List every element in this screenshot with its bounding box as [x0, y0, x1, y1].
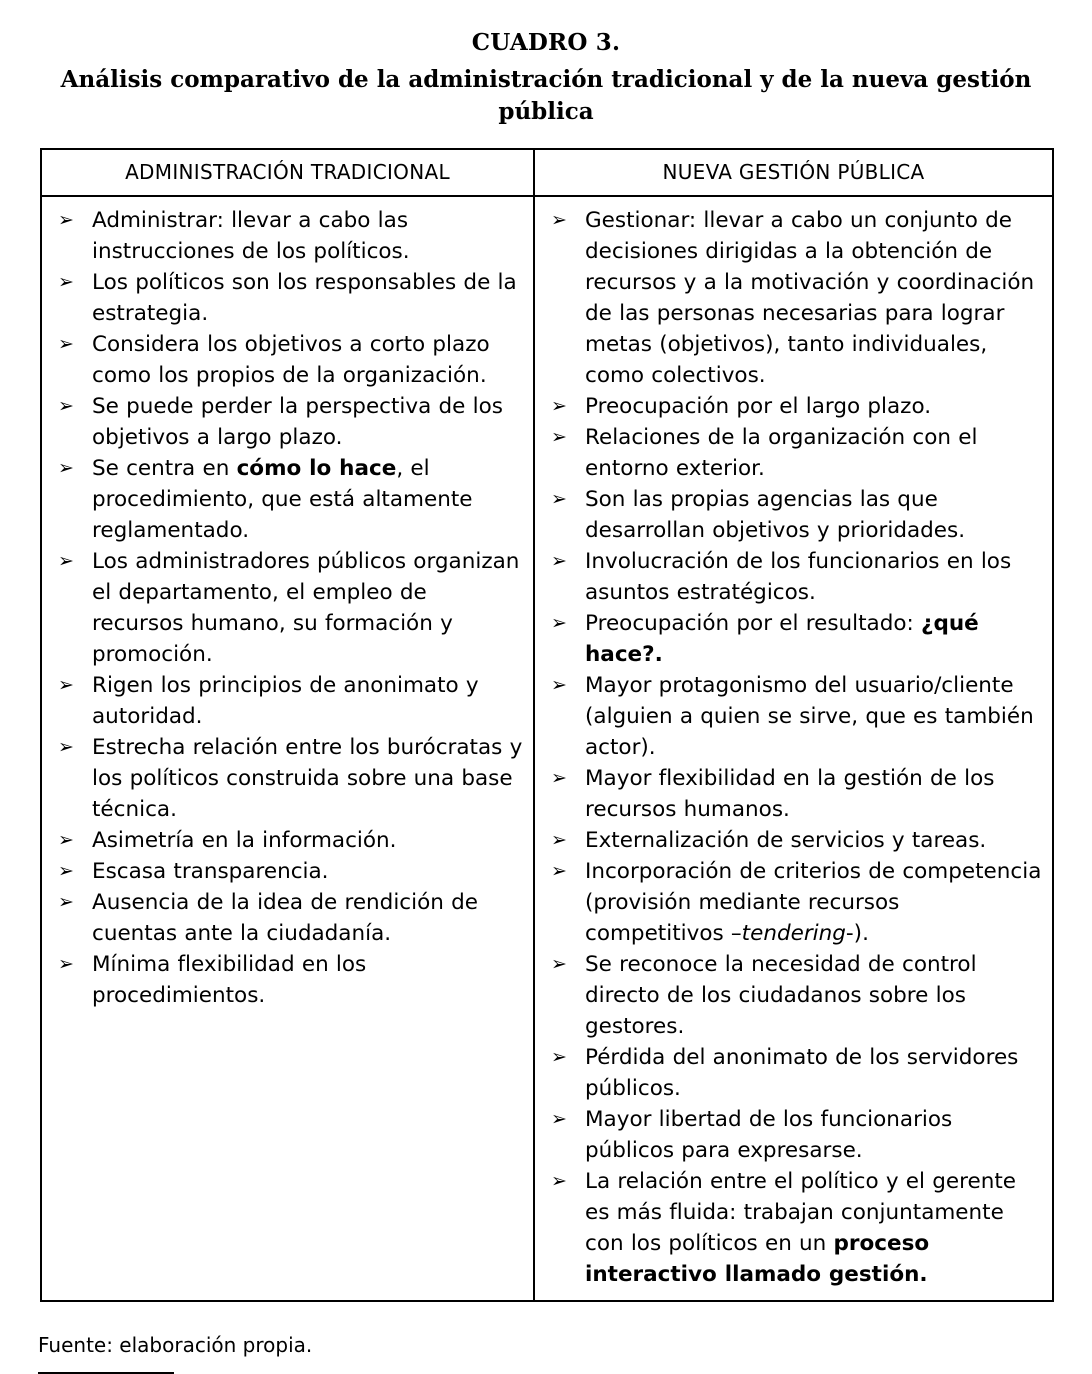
arrow-bullet-icon: ➢: [58, 891, 74, 913]
list-item-text: Escasa transparencia.: [92, 859, 329, 884]
list-item: [545, 825, 1042, 856]
arrow-bullet-icon: ➢: [58, 209, 74, 231]
list-item: [545, 763, 1042, 825]
list-item: [52, 329, 523, 391]
arrow-bullet-icon: ➢: [58, 395, 74, 417]
page-title: Análisis comparativo de la administración tradicional y de la nueva gestión pública: [60, 66, 1032, 125]
list-item-text: Son las propias agencias las que desarrollan objetivos y prioridades.: [585, 487, 966, 543]
arrow-bullet-icon: ➢: [551, 1108, 567, 1130]
arrow-bullet-icon: ➢: [551, 550, 567, 572]
list-item-text: Se reconoce la necesidad de control directo de los ciudadanos sobre los gestores.: [585, 952, 977, 1039]
list-item: [52, 205, 523, 267]
list-item-text: Mínima flexibilidad en los procedimientos.: [92, 952, 367, 1008]
list-item: [52, 546, 523, 670]
list-item-text: Mayor protagonismo del usuario/cliente (alguien a quien se sirve, que es también actor).: [585, 673, 1034, 760]
arrow-bullet-icon: ➢: [551, 488, 567, 510]
arrow-bullet-icon: ➢: [58, 457, 74, 479]
list-item-text: Estrecha relación entre los burócratas y los políticos construida sobre una base técnica.: [92, 735, 523, 822]
arrow-bullet-icon: ➢: [551, 829, 567, 851]
arrow-bullet-icon: ➢: [58, 953, 74, 975]
list-item: [52, 825, 523, 856]
arrow-bullet-icon: ➢: [551, 209, 567, 231]
list-item: [52, 949, 523, 1011]
list-item: [545, 949, 1042, 1042]
list-item: [545, 205, 1042, 391]
list-item-text: Administrar: llevar a cabo las instrucciones de los políticos.: [92, 208, 410, 264]
list-item: [545, 546, 1042, 608]
arrow-bullet-icon: ➢: [551, 426, 567, 448]
arrow-bullet-icon: ➢: [58, 333, 74, 355]
list-item: [52, 856, 523, 887]
list-item-text: Se centra en cómo lo hace, el procedimiento, que está altamente reglamentado.: [92, 456, 473, 543]
list-item: [545, 484, 1042, 546]
list-item-text: Involucración de los funcionarios en los asuntos estratégicos.: [585, 549, 1012, 605]
list-item-text: Considera los objetivos a corto plazo como los propios de la organización.: [92, 332, 490, 388]
list-item: [52, 267, 523, 329]
bullet-list-nueva-gestion-publica: [545, 205, 1042, 1290]
list-item: [545, 670, 1042, 763]
list-item: [52, 887, 523, 949]
list-item: [545, 856, 1042, 949]
list-item: [52, 732, 523, 825]
arrow-bullet-icon: ➢: [551, 395, 567, 417]
list-item: [545, 1042, 1042, 1104]
list-item-text: Preocupación por el resultado: ¿qué hace?.: [585, 611, 979, 667]
arrow-bullet-icon: ➢: [551, 674, 567, 696]
list-item: [52, 391, 523, 453]
arrow-bullet-icon: ➢: [58, 271, 74, 293]
list-item-text: Los administradores públicos organizan el departamento, el empleo de recursos humano, su formación y promoción.: [92, 549, 520, 667]
caption-number: CUADRO 3.: [471, 29, 621, 56]
list-item-text: Relaciones de la organización con el entorno exterior.: [585, 425, 978, 481]
list-item-text: Asimetría en la información.: [92, 828, 397, 853]
arrow-bullet-icon: ➢: [551, 612, 567, 634]
list-item-text: Mayor flexibilidad en la gestión de los recursos humanos.: [585, 766, 995, 822]
caption-block: [0, 0, 1092, 128]
bullet-list-administracion-tradicional: [52, 205, 523, 1011]
arrow-bullet-icon: ➢: [551, 1046, 567, 1068]
list-item-text: Se puede perder la perspectiva de los objetivos a largo plazo.: [92, 394, 503, 450]
list-item-text: Rigen los principios de anonimato y autoridad.: [92, 673, 479, 729]
list-item-text: Externalización de servicios y tareas.: [585, 828, 987, 853]
column-header-nueva-gestion-publica: NUEVA GESTIÓN PÚBLICA: [534, 149, 1053, 196]
table-header-row: [41, 149, 1053, 196]
column-header-administracion-tradicional: ADMINISTRACIÓN TRADICIONAL: [41, 149, 534, 196]
arrow-bullet-icon: ➢: [551, 1170, 567, 1192]
arrow-bullet-icon: ➢: [58, 736, 74, 758]
cell-administracion-tradicional: [41, 196, 534, 1301]
table-body-row: [41, 196, 1053, 1301]
arrow-bullet-icon: ➢: [58, 829, 74, 851]
list-item-text: Gestionar: llevar a cabo un conjunto de decisiones dirigidas a la obtención de recursos y a la motivación y coordinación de las personas necesarias para lograr metas (objetivos), tanto individuales, como colectivos.: [585, 208, 1035, 388]
list-item: [545, 1104, 1042, 1166]
list-item-text: Ausencia de la idea de rendición de cuentas ante la ciudadanía.: [92, 890, 478, 946]
list-item: [545, 422, 1042, 484]
list-item-text: Los políticos son los responsables de la estrategia.: [92, 270, 517, 326]
list-item-text: Mayor libertad de los funcionarios públicos para expresarse.: [585, 1107, 953, 1163]
list-item-text: Preocupación por el largo plazo.: [585, 394, 932, 419]
list-item-text: Incorporación de criterios de competencia (provisión mediante recursos competitivos –tendering-).: [585, 859, 1042, 946]
arrow-bullet-icon: ➢: [551, 953, 567, 975]
list-item-text: Pérdida del anonimato de los servidores públicos.: [585, 1045, 1019, 1101]
list-item-text: La relación entre el político y el gerente es más fluida: trabajan conjuntamente con los políticos en un proceso interactivo llamado gestión.: [585, 1169, 1016, 1287]
list-item: [545, 608, 1042, 670]
comparison-table: [40, 148, 1054, 1302]
arrow-bullet-icon: ➢: [58, 550, 74, 572]
arrow-bullet-icon: ➢: [551, 767, 567, 789]
list-item: [52, 453, 523, 546]
arrow-bullet-icon: ➢: [58, 860, 74, 882]
list-item: [545, 1166, 1042, 1290]
comparison-table-wrapper: [40, 148, 1052, 1302]
arrow-bullet-icon: ➢: [551, 860, 567, 882]
source-note: Fuente: elaboración propia.: [38, 1333, 313, 1357]
list-item: [52, 670, 523, 732]
list-item: [545, 391, 1042, 422]
cell-nueva-gestion-publica: [534, 196, 1053, 1301]
arrow-bullet-icon: ➢: [58, 674, 74, 696]
